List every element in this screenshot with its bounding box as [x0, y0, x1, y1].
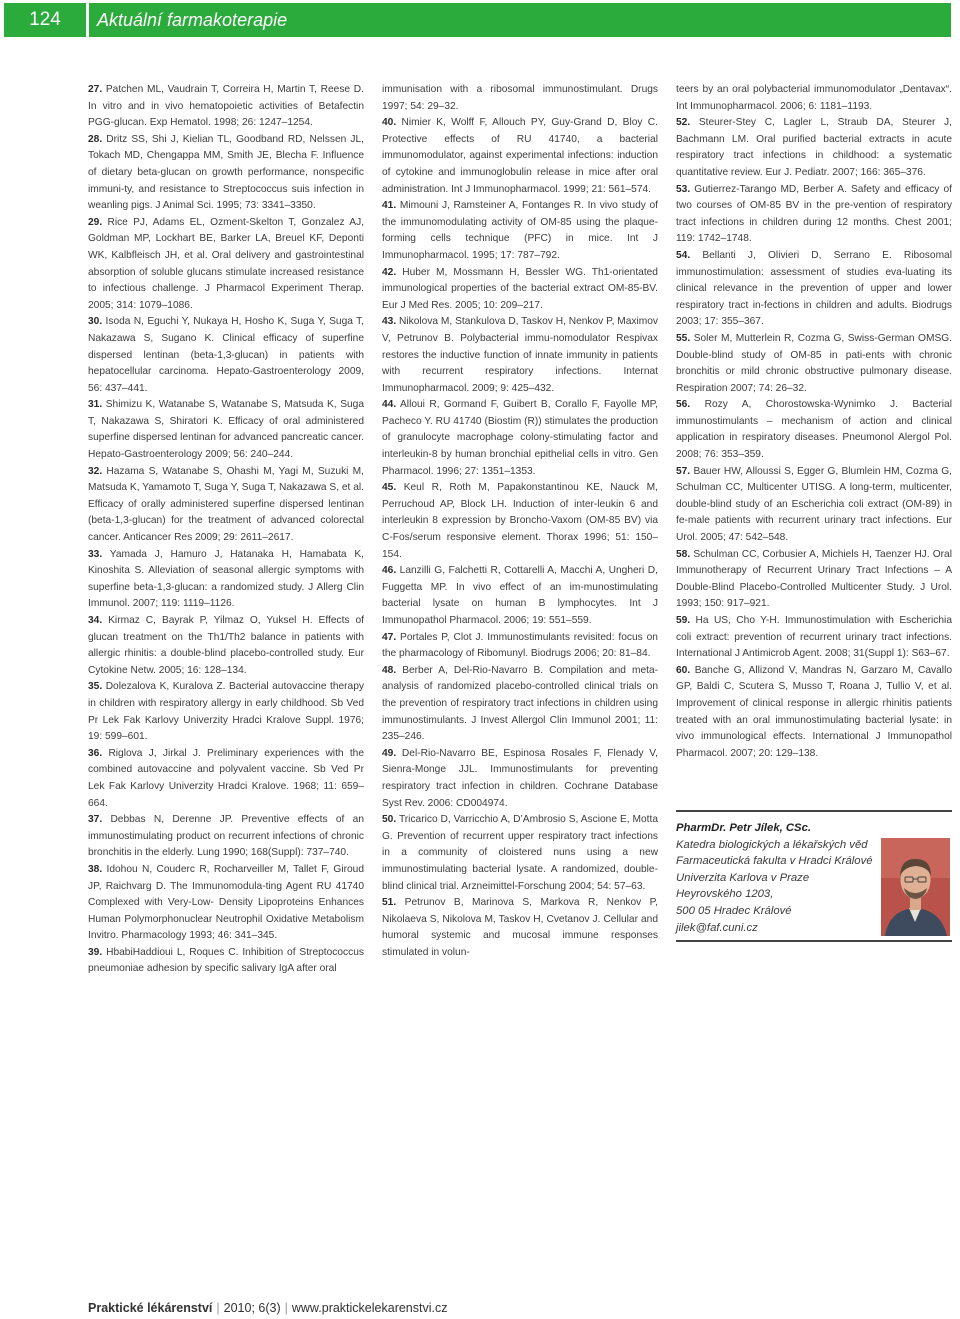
- author-department: Katedra biologických a lékařských věd: [676, 838, 868, 851]
- reference-number: 35.: [88, 681, 103, 693]
- reference-text: Hazama S, Watanabe S, Ohashi M, Yagi M, Suzuki M, Matsuda K, Yamamoto T, Suga Y, Suga T, Nakazawa S, et al. Efficacy of orally administered superfine dispersed lentinan (beta-1,3-glucan) for the treatment of advanced colorectal cancer. Anticancer Res 2009; 29: 2611–2617.: [88, 465, 364, 544]
- reference-text: Berber A, Del-Rio-Navarro B. Compilation and meta-analysis of randomized placebo-controlled clinical trials on the prevention of respiratory tract infections in children using immunostimulants. J Invest Allergol Clin Immunol 2001; 11: 235–246.: [382, 664, 658, 743]
- reference-text: Soler M, Mutterlein R, Cozma G, Swiss-German OMSG. Double-blind study of OM-85 in pati-ents with chronic bronchitis or mild chronic obstructive pulmonary disease. Respiration 2007; 74: 26–32.: [676, 332, 952, 394]
- author-name: PharmDr. Petr Jílek, CSc.: [676, 822, 811, 834]
- reference-number: 38.: [88, 863, 103, 875]
- reference-text: immunisation with a ribosomal immunostimulant. Drugs 1997; 54: 29–32.: [382, 84, 658, 112]
- reference-text: Isoda N, Eguchi Y, Nukaya H, Hosho K, Suga Y, Suga T, Nakazawa S, Sugano K. Clinical efficacy of superfine dispersed lentinan (beta-1,3-glucan) in patients with hepatocellular carcinoma. Hepato-Gastroenterology 2009, 56: 437–441.: [88, 316, 364, 394]
- reference-number: 30.: [88, 316, 103, 328]
- reference-number: 56.: [676, 399, 691, 411]
- footer-url[interactable]: www.praktickelekarenstvi.cz: [291, 1301, 448, 1315]
- reference-text: Alloui R, Gormand F, Guibert B, Corallo F, Fayolle MP, Pacheco Y. RU 41740 (Biostim (R)) stimulates the production of granulocyte macrophage colony-stimulating factor and interleukin-8 by human bronchial epithelial cells in vitro. Gen Pharmacol. 1996; 27: 1351–1353.: [382, 399, 658, 477]
- reference-entry: [676, 464, 952, 547]
- reference-text: Riglova J, Jirkal J. Preliminary experiences with the combined autovaccine and polyvalent vaccine. Sb Ved Pr Lek Fak Karlovy Univerzity Hradci Kralove. 1968; 11: 659–664.: [88, 747, 364, 809]
- reference-entry: [382, 563, 658, 629]
- reference-number: 48.: [382, 664, 397, 676]
- reference-entry: [676, 663, 952, 763]
- reference-entry: [88, 812, 364, 862]
- reference-number: 33.: [88, 548, 103, 560]
- reference-entry: [382, 746, 658, 812]
- reference-number: 39.: [88, 946, 103, 958]
- reference-text: Patchen ML, Vaudrain T, Correira H, Martin T, Reese D. In vitro and in vivo hematopoietic activities of Betafectin PGG-glucan. Exp Hematol. 1998; 26: 1247–1254.: [88, 84, 364, 129]
- reference-entry: [382, 397, 658, 480]
- reference-number: 55.: [676, 332, 691, 344]
- reference-text: Bellanti J, Olivieri D, Serrano E. Ribosomal immunostimulation: assessment of studies eva-luating its clinical relevance in the prevention of upper and lower respiratory tract in-fections in children and adults. Biodrugs 2003; 17: 355–367.: [676, 249, 952, 328]
- reference-number: 42.: [382, 266, 397, 278]
- reference-text: Yamada J, Hamuro J, Hatanaka H, Hamabata K, Kinoshita S. Alleviation of seasonal allergic symptoms with superfine beta-1,3-glucan: a randomized study. J Allerg Clin Immunol. 2007; 119: 1119–1126.: [88, 548, 364, 610]
- author-university: Univerzita Karlova v Praze: [676, 871, 810, 884]
- reference-text: Steurer-Stey C, Lagler L, Straub DA, Steurer J, Bachmann LM. Oral purified bacterial extracts in acute respiratory tract infections in childhood: a systematic quantitative review. Eur J. Pediatr. 2007; 166: 365–376.: [676, 117, 952, 178]
- reference-text: Ha US, Cho Y-H. Immunostimulation with Escherichia coli extract: prevention of recurrent urinary tract infections. International J Antimicrob Agent. 2008; 31(Suppl 1): S63–67.: [676, 615, 952, 660]
- reference-text: Petrunov B, Marinova S, Markova R, Nenkov P, Nikolaeva S, Nikolova M, Taskov H, Cvetanov J. Cellular and humoral systemic and mucosal immune responses stimulated in volun-: [382, 897, 658, 958]
- reference-number: 58.: [676, 548, 691, 560]
- reference-entry: [382, 198, 658, 264]
- reference-text: Tricarico D, Varricchio A, D’Ambrosio S, Ascione E, Motta G. Prevention of recurrent upper respiratory tract infections in a community of cloistered nuns using a new immunostimulating bacterial lysate. A randomized, double-blind clinical trial. Arzneimittel-Forschung 2004; 54: 57–63.: [382, 814, 658, 892]
- reference-number: 29.: [88, 216, 103, 228]
- reference-number: 27.: [88, 84, 103, 95]
- reference-entry: [88, 746, 364, 812]
- author-info: [676, 820, 876, 936]
- reference-number: 41.: [382, 200, 397, 212]
- reference-text: Idohou N, Couderc R, Rocharveiller M, Tallet F, Giroud JP, Raichvarg D. The Immunomodula-ting Agent RU 41740 Complexed with Very-Low- Density Lipoproteins Enhances Human Polymorphonuclear Neutrophil Oxidative Metabolism Invitro. Pharmacology 1993; 46: 341–345.: [88, 863, 364, 942]
- reference-entry: [676, 547, 952, 613]
- reference-text: Kirmaz C, Bayrak P, Yilmaz O, Yuksel H. Effects of glucan treatment on the Th1/Th2 balance in patients with allergic rhinitis: a double-blind placebo-controlled study. Eur Cytokine Netw. 2005; 16: 128–134.: [88, 615, 364, 676]
- footer-journal: Praktické lékárenství: [88, 1301, 213, 1315]
- reference-number: 52.: [676, 117, 691, 129]
- reference-entry: [382, 314, 658, 397]
- reference-text: Shimizu K, Watanabe S, Watanabe S, Matsuda K, Suga T, Nakazawa S, Shiratori K. Efficacy of oral administered superfine dispersed lentinan for advanced pancreatic cancer. Hepato-Gastroenterology 2009; 56: 240–244.: [88, 399, 364, 461]
- reference-entry: [382, 480, 658, 563]
- reference-column-2: [382, 82, 658, 961]
- reference-entry: [676, 331, 952, 397]
- reference-text: Rozy A, Chorostowska-Wynimko J. Bacterial immunostimulants – mechanism of action and clinical application in respiratory diseases. Pneumonol Alergol Pol. 2008; 76: 353–359.: [676, 399, 952, 461]
- reference-entry: [88, 314, 364, 397]
- reference-entry: [88, 862, 364, 945]
- reference-number: 40.: [382, 117, 397, 129]
- reference-number: 60.: [676, 664, 691, 676]
- reference-text: Dritz SS, Shi J, Kielian TL, Goodband RD, Nelssen JL, Tokach MD, Chengappa MM, Smith JE, Blecha F. Influence of dietary beta-glucan on growth performance, nonspecific immuni-ty, and resistance to Streptococcus suis infection in weanling pigs. J Animal Sci. 1995; 73: 3341–3350.: [88, 133, 364, 212]
- reference-entry: [88, 547, 364, 613]
- reference-number: 47.: [382, 631, 397, 643]
- reference-text: Nikolova M, Stankulova D, Taskov H, Nenkov P, Maximov V, Petrunov B. Polybacterial immu-nomodulator Respivax restores the inductive function of innate immunity in patients with recurrent respiratory infections. Internat Immunopharmacol. 2009; 9: 425–432.: [382, 316, 658, 394]
- reference-number: 43.: [382, 316, 397, 328]
- reference-text: Rice PJ, Adams EL, Ozment-Skelton T, Gonzalez AJ, Goldman MP, Lockhart BE, Barker LA, Breuel KF, Deponti WK, Kalbfleisch JH, et al. Oral delivery and gastrointestinal absorption of soluble glucans stimulate increased resistance to infectious challenge. J Pharmacol Experiment Therap. 2005; 314: 1079–1086.: [88, 216, 364, 311]
- reference-entry: [88, 397, 364, 463]
- author-faculty: Farmaceutická fakulta v Hradci Králové: [676, 855, 873, 868]
- reference-entry: [676, 115, 952, 181]
- reference-text: Keul R, Roth M, Papakonstantinou KE, Nauck M, Perruchoud AP, Block LH. Induction of inter-leukin 6 and interleukin 8 expression by Broncho-Vaxom (OM-85 BV) via C-Fos/serum responsive element. Thorax 1996; 51: 150–154.: [382, 482, 658, 560]
- reference-entry: [676, 82, 952, 115]
- reference-entry: [676, 397, 952, 463]
- reference-text: Del-Rio-Navarro BE, Espinosa Rosales F, Flenady V, Sienra-Monge JJL. Immunostimulants for preventing respiratory tract infection in children. Cochrane Database Syst Rev. 2006: CD004974.: [382, 747, 658, 809]
- reference-text: teers by an oral polybacterial immunomodulator „Dentavax“. Int Immunopharmacol. 2006; 6: 1181–1193.: [676, 84, 952, 112]
- reference-text: Mimouni J, Ramsteiner A, Fontanges R. In vivo study of the immunomodulating activity of OM-85 using the plaque-forming cells technique (PFC) in mice. Int J Immunopharmacol. 1995; 17: 787–792.: [382, 200, 658, 261]
- reference-entry: [382, 895, 658, 961]
- reference-number: 54.: [676, 249, 691, 261]
- portrait-svg: [881, 838, 950, 936]
- reference-number: 28.: [88, 133, 103, 145]
- reference-number: 31.: [88, 399, 103, 411]
- footer-separator: |: [216, 1301, 220, 1315]
- reference-text: Schulman CC, Corbusier A, Michiels H, Taenzer HJ. Oral Immunotherapy of Recurrent Urinary Tract Infections – A Double-Blind Placebo-Controlled Multicenter Study. J Urol. 1993; 150: 917–921.: [676, 548, 952, 610]
- reference-text: Lanzilli G, Falchetti R, Cottarelli A, Macchi A, Ungheri D, Fuggetta MP. In vivo effect of an im-munostimulating bacterial lysate on human B lymphocytes. Int J Immunopathol Pharmacol. 2006; 19: 551–559.: [382, 565, 658, 626]
- reference-entry: [382, 812, 658, 895]
- reference-text: HbabiHaddioui L, Roques C. Inhibition of Streptococcus pneumoniae adhesion by specific salivary IgA after oral: [88, 946, 364, 975]
- reference-text: Gutierrez-Tarango MD, Berber A. Safety and efficacy of two courses of OM-85 BV in the pre-vention of respiratory tract infections in children during 12 months. Chest 2001; 119: 1742–1748.: [676, 183, 952, 245]
- reference-entry: [88, 82, 364, 132]
- reference-text: Debbas N, Derenne JP. Preventive effects of an immunostimulating product on recurrent infections of chronic bronchitis in the elderly. Lung 1990; 168(Suppl): 737–740.: [88, 814, 364, 859]
- reference-text: Huber M, Mossmann H, Bessler WG. Th1-orientated immunological properties of the bacterial extract OM-85-BV. Eur J Med Res. 2005; 10: 209–217.: [382, 266, 658, 311]
- page-footer: [88, 1301, 447, 1315]
- author-email[interactable]: jilek@faf.cuni.cz: [676, 921, 758, 934]
- reference-number: 44.: [382, 399, 397, 411]
- reference-text: Nimier K, Wolff F, Allouch PY, Guy-Grand D, Bloy C. Protective effects of RU 41740, a bacterial immunomodulator, against experimental infections: induction of cytokine and immunoglobulin release in mice after oral administration. Int J Immunopharmacol. 1999; 21: 561–574.: [382, 117, 658, 195]
- reference-entry: [382, 82, 658, 115]
- reference-text: Dolezalova K, Kuralova Z. Bacterial autovaccine therapy in children with respiratory allergy in early childhood. Sb Ved Pr Lek Fak Karlovy Univerzity Hradci Kralove Suppl. 1976; 19: 599–601.: [88, 681, 364, 743]
- reference-entry: [88, 132, 364, 215]
- reference-entry: [676, 613, 952, 663]
- author-street: Heyrovského 1203,: [676, 888, 774, 901]
- footer-separator: |: [284, 1301, 288, 1315]
- reference-number: 45.: [382, 482, 397, 494]
- reference-column-3: [676, 82, 952, 762]
- page-number: 124: [4, 3, 86, 37]
- reference-entry: [88, 215, 364, 315]
- reference-entry: [88, 464, 364, 547]
- page-header: [0, 0, 960, 40]
- reference-number: 37.: [88, 814, 103, 826]
- reference-number: 59.: [676, 615, 691, 626]
- reference-entry: [382, 115, 658, 198]
- reference-entry: [88, 613, 364, 679]
- reference-number: 57.: [676, 465, 691, 477]
- reference-entry: [676, 182, 952, 248]
- reference-number: 36.: [88, 747, 103, 759]
- author-city: 500 05 Hradec Králové: [676, 904, 792, 917]
- reference-entry: [88, 679, 364, 745]
- author-box: [676, 810, 952, 942]
- reference-text: Bauer HW, Alloussi S, Egger G, Blumlein HM, Cozma G, Schulman CC, Multicenter UTISG. A long-term, multicenter, double-blind study of an Escherichia coli extract (OM-89) in fe-male patients with recurrent urinary tract infections. Eur Urol. 2005; 47: 542–548.: [676, 465, 952, 544]
- reference-number: 50.: [382, 814, 397, 826]
- section-title: Aktuální farmakoterapie: [89, 3, 951, 37]
- reference-number: 49.: [382, 747, 397, 759]
- reference-entry: [382, 630, 658, 663]
- reference-text: Banche G, Allizond V, Mandras N, Garzaro M, Cavallo GP, Baldi C, Scutera S, Musso T, Roana J, Tullio V, et al. Improvement of clinical response in allergic rhinitis patients treated with an oral immunostimulating bacterial lysate: in vivo immunological effects. International J Immunopathol Pharmacol. 2007; 20: 129–138.: [676, 664, 952, 759]
- reference-entry: [382, 663, 658, 746]
- reference-number: 46.: [382, 565, 397, 577]
- reference-text: Portales P, Clot J. Immunostimulants revisited: focus on the pharmacology of Ribomunyl. Biodrugs 2006; 20: 81–84.: [382, 631, 658, 660]
- reference-entry: [676, 248, 952, 331]
- reference-entry: [88, 945, 364, 978]
- reference-column-1: [88, 82, 364, 978]
- reference-number: 51.: [382, 897, 397, 909]
- reference-number: 34.: [88, 615, 103, 626]
- reference-number: 32.: [88, 465, 103, 477]
- reference-entry: [382, 265, 658, 315]
- reference-number: 53.: [676, 183, 691, 195]
- author-portrait-icon: [881, 838, 950, 936]
- footer-issue: 2010; 6(3): [223, 1301, 281, 1315]
